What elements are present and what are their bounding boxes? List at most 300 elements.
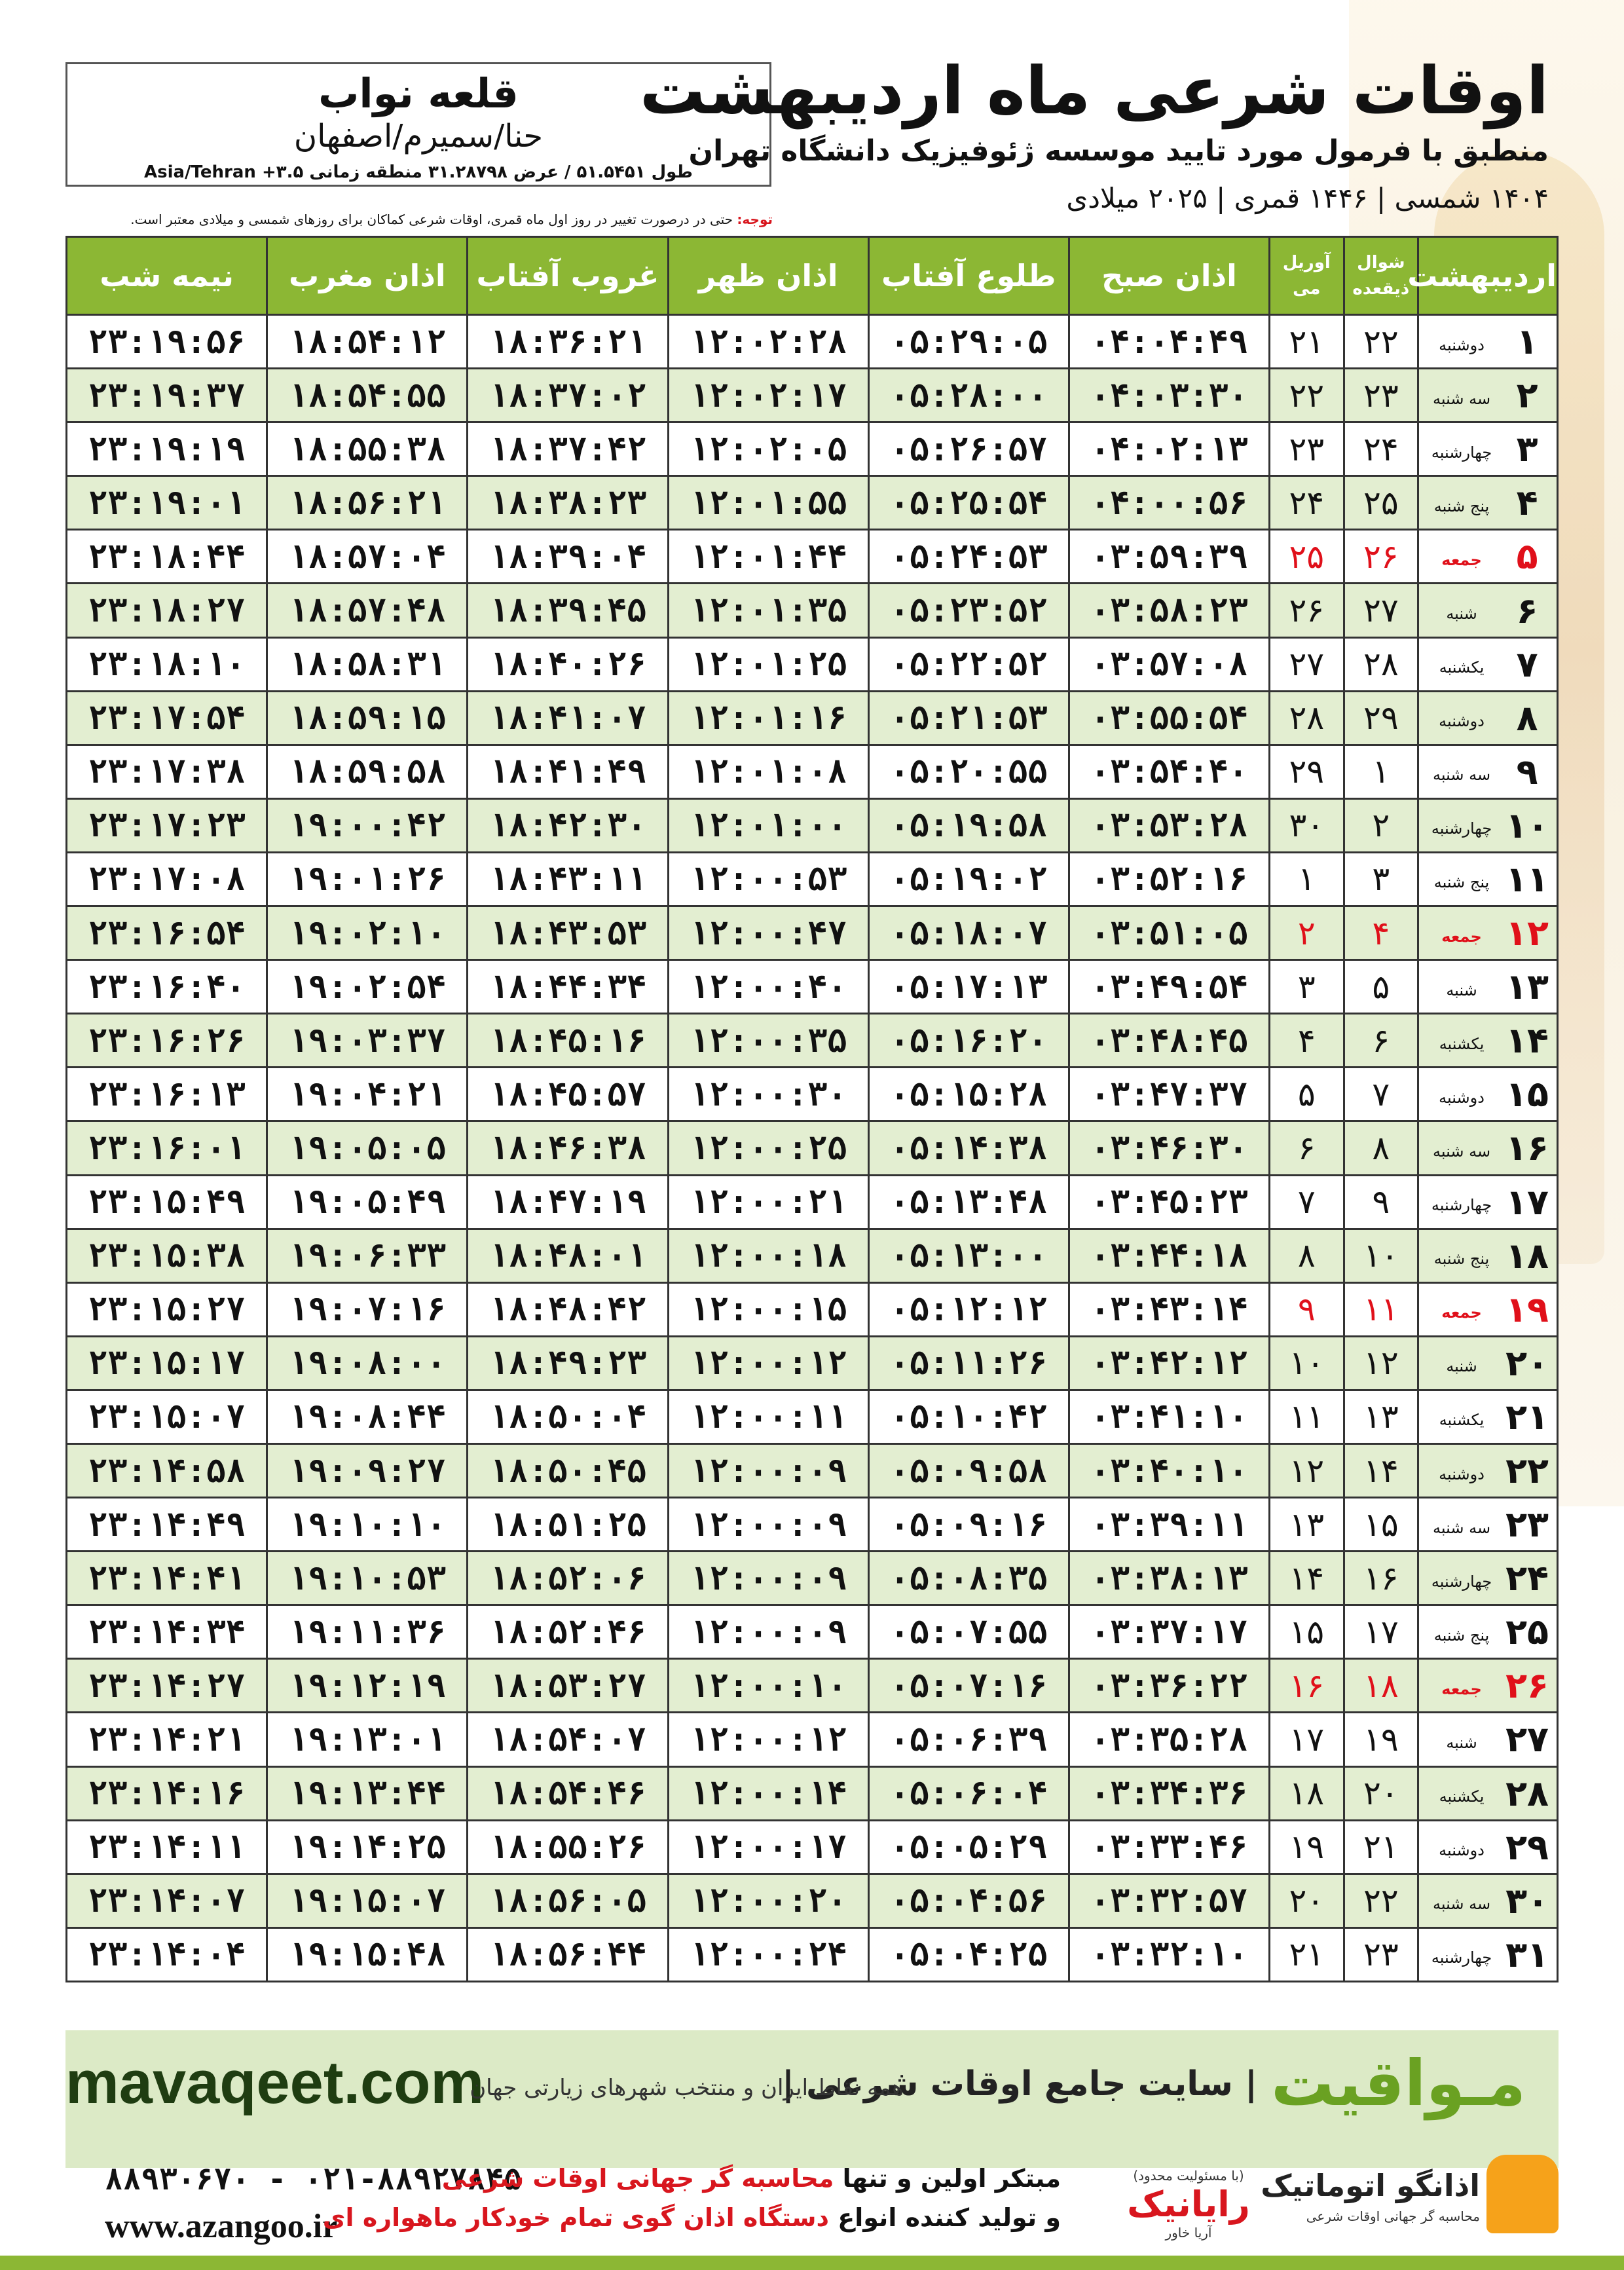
day-number: ۲۳ (1505, 1504, 1549, 1546)
day-cell (1418, 960, 1558, 1014)
miladi-date: ۲۰ (1270, 1874, 1344, 1927)
header-midnight: نیمه شب (67, 237, 267, 315)
maghrib-time: ۱۸:۵۴:۵۵ (267, 369, 468, 422)
day-cell (1418, 476, 1558, 530)
table-row (67, 1336, 1558, 1390)
qamari-date: ۱۹ (1344, 1713, 1418, 1766)
header-qamari-bottom: ذیقعده (1352, 279, 1410, 299)
day-cell (1418, 906, 1558, 960)
midnight-time: ۲۳:۱۷:۵۴ (67, 691, 267, 745)
midnight-time: ۲۳:۱۶:۰۱ (67, 1121, 267, 1175)
qamari-date: ۱۵ (1344, 1498, 1418, 1552)
site-slogan: | سایت جامع اوقات شرعی | (781, 2064, 1257, 2104)
sunrise-time: ۰۵:۲۲:۵۲ (868, 637, 1069, 691)
miladi-date: ۱۹ (1270, 1820, 1344, 1874)
dhuhr-time: ۱۲:۰۰:۴۰ (668, 960, 868, 1014)
day-cell (1418, 530, 1558, 584)
day-cell (1418, 1175, 1558, 1229)
sunrise-time: ۰۵:۰۶:۰۴ (868, 1766, 1069, 1820)
fajr-time: ۰۳:۴۱:۱۰ (1069, 1390, 1269, 1443)
sunset-time: ۱۸:۳۹:۰۴ (468, 530, 668, 584)
day-cell (1418, 798, 1558, 852)
fajr-time: ۰۳:۵۵:۵۴ (1069, 691, 1269, 745)
prayer-times-table-wrapper (65, 236, 1559, 1982)
sunrise-time: ۰۵:۰۷:۵۵ (868, 1605, 1069, 1659)
table-row (67, 1659, 1558, 1713)
fajr-time: ۰۳:۳۸:۱۳ (1069, 1552, 1269, 1605)
azangoo-name: اذانگو اتوماتیک (1261, 2168, 1480, 2203)
day-cell (1418, 1014, 1558, 1068)
table-row (67, 476, 1558, 530)
promo-line-2-text: و تولید کننده انواع (838, 2203, 1061, 2232)
midnight-time: ۲۳:۱۹:۳۷ (67, 369, 267, 422)
fajr-time: ۰۴:۰۴:۴۹ (1069, 315, 1269, 369)
qamari-date: ۲۸ (1344, 637, 1418, 691)
sunrise-time: ۰۵:۱۳:۴۸ (868, 1175, 1069, 1229)
fajr-time: ۰۴:۰۲:۱۳ (1069, 422, 1269, 476)
dhuhr-time: ۱۲:۰۰:۰۹ (668, 1498, 868, 1552)
miladi-date: ۱ (1270, 852, 1344, 906)
maghrib-time: ۱۹:۰۹:۲۷ (267, 1443, 468, 1497)
day-cell (1418, 1390, 1558, 1443)
qamari-date: ۲۹ (1344, 691, 1418, 745)
midnight-time: ۲۳:۱۹:۰۱ (67, 476, 267, 530)
dhuhr-time: ۱۲:۰۰:۳۵ (668, 1014, 868, 1068)
weekday: یکشنبه (1439, 1787, 1485, 1806)
maghrib-time: ۱۸:۵۷:۴۸ (267, 584, 468, 637)
day-number: ۱ (1516, 321, 1538, 363)
weekday: چهارشنبه (1431, 819, 1492, 838)
qamari-date: ۲ (1344, 798, 1418, 852)
sunset-time: ۱۸:۴۵:۵۷ (468, 1068, 668, 1121)
qamari-date: ۵ (1344, 960, 1418, 1014)
miladi-date: ۱۲ (1270, 1443, 1344, 1497)
table-row (67, 1014, 1558, 1068)
header-miladi (1270, 237, 1344, 315)
qamari-date: ۱۶ (1344, 1552, 1418, 1605)
weekday: شنبه (1446, 980, 1477, 999)
miladi-date: ۲۸ (1270, 691, 1344, 745)
sunset-time: ۱۸:۳۹:۴۵ (468, 584, 668, 637)
maghrib-time: ۱۸:۵۶:۲۱ (267, 476, 468, 530)
miladi-date: ۶ (1270, 1121, 1344, 1175)
miladi-date: ۱۷ (1270, 1713, 1344, 1766)
sunset-time: ۱۸:۴۸:۴۲ (468, 1282, 668, 1336)
maghrib-time: ۱۹:۰۲:۱۰ (267, 906, 468, 960)
midnight-time: ۲۳:۱۴:۵۸ (67, 1443, 267, 1497)
header-qamari-top: شوال (1357, 253, 1405, 272)
day-number: ۱۳ (1505, 966, 1549, 1008)
fajr-time: ۰۳:۴۸:۴۵ (1069, 1014, 1269, 1068)
qamari-date: ۲۳ (1344, 369, 1418, 422)
midnight-time: ۲۳:۱۴:۳۴ (67, 1605, 267, 1659)
table-row (67, 1229, 1558, 1282)
sunset-time: ۱۸:۴۵:۱۶ (468, 1014, 668, 1068)
sunset-time: ۱۸:۴۹:۲۳ (468, 1336, 668, 1390)
fajr-time: ۰۳:۳۴:۳۶ (1069, 1766, 1269, 1820)
weekday: دوشنبه (1439, 1088, 1485, 1107)
qamari-date: ۲۲ (1344, 1874, 1418, 1927)
sunset-time: ۱۸:۴۳:۵۳ (468, 906, 668, 960)
fajr-time: ۰۳:۵۱:۰۵ (1069, 906, 1269, 960)
maghrib-time: ۱۸:۵۹:۵۸ (267, 745, 468, 798)
table-header-row (67, 237, 1558, 315)
weekday: شنبه (1446, 1357, 1477, 1376)
sunset-time: ۱۸:۳۷:۰۲ (468, 369, 668, 422)
day-cell (1418, 1498, 1558, 1552)
sunrise-time: ۰۵:۱۳:۰۰ (868, 1229, 1069, 1282)
maghrib-time: ۱۹:۱۵:۰۷ (267, 1874, 468, 1927)
fajr-time: ۰۳:۴۵:۲۳ (1069, 1175, 1269, 1229)
miladi-date: ۵ (1270, 1068, 1344, 1121)
day-cell (1418, 584, 1558, 637)
weekday: چهارشنبه (1431, 443, 1492, 462)
weekday: چهارشنبه (1431, 1948, 1492, 1967)
midnight-time: ۲۳:۱۴:۲۷ (67, 1659, 267, 1713)
sunrise-time: ۰۵:۰۶:۳۹ (868, 1713, 1069, 1766)
header-month: اردیبهشت (1418, 237, 1558, 315)
sunset-time: ۱۸:۵۱:۲۵ (468, 1498, 668, 1552)
midnight-time: ۲۳:۱۸:۲۷ (67, 584, 267, 637)
sunrise-time: ۰۵:۰۵:۲۹ (868, 1820, 1069, 1874)
table-row (67, 798, 1558, 852)
fajr-time: ۰۳:۳۹:۱۱ (1069, 1498, 1269, 1552)
fajr-time: ۰۳:۳۶:۲۲ (1069, 1659, 1269, 1713)
weekday: پنج شنبه (1433, 1626, 1490, 1645)
maghrib-time: ۱۹:۰۴:۲۱ (267, 1068, 468, 1121)
qamari-date: ۱۴ (1344, 1443, 1418, 1497)
day-cell (1418, 1927, 1558, 1981)
page-title: اوقات شرعی ماه اردیبهشت (639, 52, 1549, 129)
sunset-time: ۱۸:۴۳:۱۱ (468, 852, 668, 906)
dhuhr-time: ۱۲:۰۲:۲۸ (668, 315, 868, 369)
sunrise-time: ۰۵:۲۵:۵۴ (868, 476, 1069, 530)
sunset-time: ۱۸:۴۲:۳۰ (468, 798, 668, 852)
day-number: ۲۲ (1505, 1450, 1549, 1492)
miladi-date: ۱۵ (1270, 1605, 1344, 1659)
sunset-time: ۱۸:۵۳:۲۷ (468, 1659, 668, 1713)
note-text: حتی در درصورت تغییر در روز اول ماه قمری، اوقات شرعی کماکان برای روزهای شمسی و میلادی معتبر است. (130, 212, 733, 227)
miladi-date: ۱۴ (1270, 1552, 1344, 1605)
promo-line-2-highlight: دستگاه اذان گوی تمام خودکار ماهواره ای (322, 2203, 830, 2232)
fajr-time: ۰۳:۵۴:۴۰ (1069, 745, 1269, 798)
azangoo-logo-icon (1486, 2155, 1559, 2233)
table-row (67, 691, 1558, 745)
miladi-date: ۲۹ (1270, 745, 1344, 798)
fajr-time: ۰۳:۴۹:۵۴ (1069, 960, 1269, 1014)
note (65, 212, 773, 227)
azangoo-web-link[interactable]: www.azangoo.ir (105, 2208, 338, 2245)
rayanic-sub: آریا خاور (1165, 2225, 1212, 2241)
day-cell (1418, 1659, 1558, 1713)
fajr-time: ۰۳:۳۲:۱۰ (1069, 1927, 1269, 1981)
day-cell (1418, 1068, 1558, 1121)
sunset-time: ۱۸:۵۶:۰۵ (468, 1874, 668, 1927)
qamari-date: ۱ (1344, 745, 1418, 798)
maghrib-time: ۱۹:۱۰:۵۳ (267, 1552, 468, 1605)
day-number: ۲۴ (1505, 1557, 1549, 1599)
sunset-time: ۱۸:۳۷:۴۲ (468, 422, 668, 476)
fajr-time: ۰۳:۳۲:۵۷ (1069, 1874, 1269, 1927)
maghrib-time: ۱۹:۱۴:۲۵ (267, 1820, 468, 1874)
maghrib-time: ۱۸:۵۴:۱۲ (267, 315, 468, 369)
day-number: ۲۶ (1505, 1665, 1549, 1707)
maghrib-time: ۱۹:۱۵:۴۸ (267, 1927, 468, 1981)
sunset-time: ۱۸:۵۰:۴۵ (468, 1443, 668, 1497)
maghrib-time: ۱۹:۰۵:۰۵ (267, 1121, 468, 1175)
weekday: پنج شنبه (1433, 1250, 1490, 1269)
miladi-date: ۴ (1270, 1014, 1344, 1068)
table-row (67, 1443, 1558, 1497)
bottom-bar (0, 2256, 1624, 2270)
midnight-time: ۲۳:۱۴:۱۶ (67, 1766, 267, 1820)
miladi-date: ۲۴ (1270, 476, 1344, 530)
table-row (67, 1605, 1558, 1659)
weekday: سه شنبه (1433, 766, 1491, 785)
fajr-time: ۰۴:۰۰:۵۶ (1069, 476, 1269, 530)
dhuhr-time: ۱۲:۰۰:۳۰ (668, 1068, 868, 1121)
dhuhr-time: ۱۲:۰۱:۰۰ (668, 798, 868, 852)
promo-line-1 (442, 2164, 1061, 2193)
midnight-time: ۲۳:۱۵:۰۷ (67, 1390, 267, 1443)
sunrise-time: ۰۵:۱۲:۱۲ (868, 1282, 1069, 1336)
miladi-date: ۱۸ (1270, 1766, 1344, 1820)
dhuhr-time: ۱۲:۰۰:۱۲ (668, 1713, 868, 1766)
weekday: چهارشنبه (1431, 1196, 1492, 1215)
qamari-date: ۲۲ (1344, 315, 1418, 369)
sunrise-time: ۰۵:۰۹:۱۶ (868, 1498, 1069, 1552)
fajr-time: ۰۳:۴۶:۳۰ (1069, 1121, 1269, 1175)
weekday: دوشنبه (1439, 1464, 1485, 1483)
qamari-date: ۹ (1344, 1175, 1418, 1229)
day-cell (1418, 745, 1558, 798)
midnight-time: ۲۳:۱۴:۴۱ (67, 1552, 267, 1605)
sunset-time: ۱۸:۵۴:۴۶ (468, 1766, 668, 1820)
sunset-time: ۱۸:۵۰:۰۴ (468, 1390, 668, 1443)
midnight-time: ۲۳:۱۴:۰۷ (67, 1874, 267, 1927)
weekday: سه شنبه (1433, 389, 1491, 408)
table-row (67, 584, 1558, 637)
sunset-time: ۱۸:۵۲:۰۶ (468, 1552, 668, 1605)
page-subtitle: منطبق با فرمول مورد تایید موسسه ژئوفیزیک دانشگاه تهران (688, 134, 1549, 168)
dhuhr-time: ۱۲:۰۲:۰۵ (668, 422, 868, 476)
qamari-date: ۳ (1344, 852, 1418, 906)
miladi-date: ۲۶ (1270, 584, 1344, 637)
day-number: ۱۷ (1505, 1181, 1549, 1223)
qamari-date: ۱۸ (1344, 1659, 1418, 1713)
weekday: سه شنبه (1433, 1518, 1491, 1537)
miladi-date: ۲۱ (1270, 1927, 1344, 1981)
miladi-date: ۲۷ (1270, 637, 1344, 691)
weekday: جمعه (1441, 1303, 1482, 1322)
dhuhr-time: ۱۲:۰۱:۲۵ (668, 637, 868, 691)
table-row (67, 422, 1558, 476)
table-row (67, 315, 1558, 369)
dhuhr-time: ۱۲:۰۱:۵۵ (668, 476, 868, 530)
fajr-time: ۰۳:۴۳:۱۴ (1069, 1282, 1269, 1336)
table-row (67, 1820, 1558, 1874)
rayanic-logo (1113, 2168, 1264, 2240)
midnight-time: ۲۳:۱۸:۱۰ (67, 637, 267, 691)
table-row (67, 369, 1558, 422)
sunset-time: ۱۸:۴۴:۳۴ (468, 960, 668, 1014)
miladi-date: ۱۳ (1270, 1498, 1344, 1552)
day-number: ۲۸ (1505, 1772, 1549, 1814)
midnight-time: ۲۳:۱۸:۴۴ (67, 530, 267, 584)
day-number: ۱۶ (1505, 1127, 1549, 1169)
table-row (67, 1390, 1558, 1443)
miladi-date: ۷ (1270, 1175, 1344, 1229)
sunset-time: ۱۸:۴۰:۲۶ (468, 637, 668, 691)
miladi-date: ۲۳ (1270, 422, 1344, 476)
day-number: ۴ (1516, 482, 1538, 524)
weekday: دوشنبه (1439, 712, 1485, 731)
weekday: جمعه (1441, 1679, 1482, 1698)
sunrise-time: ۰۵:۰۹:۵۸ (868, 1443, 1069, 1497)
qamari-date: ۴ (1344, 906, 1418, 960)
sunrise-time: ۰۵:۱۷:۱۳ (868, 960, 1069, 1014)
dhuhr-time: ۱۲:۰۰:۴۷ (668, 906, 868, 960)
maghrib-time: ۱۹:۰۸:۰۰ (267, 1336, 468, 1390)
header-fajr: اذان صبح (1069, 237, 1269, 315)
midnight-time: ۲۳:۱۴:۰۴ (67, 1927, 267, 1981)
sunrise-time: ۰۵:۱۴:۳۸ (868, 1121, 1069, 1175)
midnight-time: ۲۳:۱۵:۳۸ (67, 1229, 267, 1282)
table-row (67, 1121, 1558, 1175)
qamari-date: ۶ (1344, 1014, 1418, 1068)
weekday: یکشنبه (1439, 1034, 1485, 1053)
dhuhr-time: ۱۲:۰۲:۱۷ (668, 369, 868, 422)
miladi-date: ۲ (1270, 906, 1344, 960)
table-row (67, 1766, 1558, 1820)
weekday: شنبه (1446, 605, 1477, 623)
dhuhr-time: ۱۲:۰۰:۵۳ (668, 852, 868, 906)
day-number: ۱۴ (1505, 1020, 1549, 1062)
weekday: دوشنبه (1439, 1841, 1485, 1860)
dhuhr-time: ۱۲:۰۰:۱۰ (668, 1659, 868, 1713)
sunrise-time: ۰۵:۲۶:۵۷ (868, 422, 1069, 476)
sunset-time: ۱۸:۳۸:۲۳ (468, 476, 668, 530)
qamari-date: ۱۷ (1344, 1605, 1418, 1659)
midnight-time: ۲۳:۱۴:۲۱ (67, 1713, 267, 1766)
day-number: ۳ (1516, 428, 1538, 470)
sunset-time: ۱۸:۴۱:۴۹ (468, 745, 668, 798)
table-row (67, 852, 1558, 906)
maghrib-time: ۱۹:۰۶:۳۳ (267, 1229, 468, 1282)
day-cell (1418, 1820, 1558, 1874)
sunrise-time: ۰۵:۲۰:۵۵ (868, 745, 1069, 798)
dhuhr-time: ۱۲:۰۱:۰۸ (668, 745, 868, 798)
qamari-date: ۲۰ (1344, 1766, 1418, 1820)
day-number: ۱۰ (1505, 804, 1549, 846)
miladi-date: ۲۱ (1270, 315, 1344, 369)
day-number: ۶ (1516, 589, 1538, 631)
miladi-date: ۸ (1270, 1229, 1344, 1282)
midnight-time: ۲۳:۱۹:۵۶ (67, 315, 267, 369)
day-number: ۱۹ (1505, 1288, 1549, 1330)
miladi-date: ۲۲ (1270, 369, 1344, 422)
dhuhr-time: ۱۲:۰۱:۴۴ (668, 530, 868, 584)
day-number: ۲۵ (1505, 1611, 1549, 1653)
sunrise-time: ۰۵:۱۰:۴۲ (868, 1390, 1069, 1443)
qamari-date: ۱۰ (1344, 1229, 1418, 1282)
day-cell (1418, 315, 1558, 369)
maghrib-time: ۱۹:۱۳:۴۴ (267, 1766, 468, 1820)
qamari-date: ۸ (1344, 1121, 1418, 1175)
azangoo-tag: محاسبه گر جهانی اوقات شرعی (1306, 2208, 1480, 2224)
table-row (67, 530, 1558, 584)
note-label: توجه: (737, 212, 773, 227)
weekday: یکشنبه (1439, 1411, 1485, 1430)
day-number: ۱۸ (1505, 1235, 1549, 1276)
dhuhr-time: ۱۲:۰۰:۰۹ (668, 1605, 868, 1659)
maghrib-time: ۱۸:۵۸:۳۱ (267, 637, 468, 691)
qamari-date: ۲۷ (1344, 584, 1418, 637)
qamari-date: ۲۶ (1344, 530, 1418, 584)
midnight-time: ۲۳:۱۹:۱۹ (67, 422, 267, 476)
sunrise-time: ۰۵:۰۴:۵۶ (868, 1874, 1069, 1927)
maghrib-time: ۱۹:۰۸:۴۴ (267, 1390, 468, 1443)
table-row (67, 906, 1558, 960)
weekday: سه شنبه (1433, 1895, 1491, 1914)
dhuhr-time: ۱۲:۰۰:۱۲ (668, 1336, 868, 1390)
day-number: ۷ (1516, 643, 1538, 685)
dhuhr-time: ۱۲:۰۰:۲۴ (668, 1927, 868, 1981)
midnight-time: ۲۳:۱۶:۴۰ (67, 960, 267, 1014)
rayanic-name: رایانیک (1127, 2184, 1250, 2225)
day-number: ۲۹ (1505, 1826, 1549, 1868)
day-cell (1418, 1282, 1558, 1336)
miladi-date: ۹ (1270, 1282, 1344, 1336)
promo-line-1-highlight: محاسبه گر جهانی اوقات شرعی (441, 2164, 834, 2193)
header-sunrise: طلوع آفتاب (868, 237, 1069, 315)
site-url-link[interactable]: mavaqeet.com (65, 2049, 485, 2116)
day-number: ۲۰ (1505, 1342, 1549, 1384)
day-number: ۲۱ (1505, 1396, 1549, 1438)
qamari-date: ۲۱ (1344, 1820, 1418, 1874)
sunrise-time: ۰۵:۱۱:۲۶ (868, 1336, 1069, 1390)
sunrise-time: ۰۵:۲۳:۵۲ (868, 584, 1069, 637)
maghrib-time: ۱۹:۰۲:۵۴ (267, 960, 468, 1014)
miladi-date: ۳ (1270, 960, 1344, 1014)
midnight-time: ۲۳:۱۵:۴۹ (67, 1175, 267, 1229)
sunrise-time: ۰۵:۱۹:۰۲ (868, 852, 1069, 906)
dhuhr-time: ۱۲:۰۰:۱۸ (668, 1229, 868, 1282)
maghrib-time: ۱۹:۰۰:۴۲ (267, 798, 468, 852)
day-cell (1418, 1605, 1558, 1659)
dhuhr-time: ۱۲:۰۰:۲۱ (668, 1175, 868, 1229)
prayer-times-table (65, 236, 1559, 1982)
table-row (67, 1552, 1558, 1605)
sunrise-time: ۰۵:۰۷:۱۶ (868, 1659, 1069, 1713)
table-row (67, 1282, 1558, 1336)
fajr-time: ۰۴:۰۳:۳۰ (1069, 369, 1269, 422)
dhuhr-time: ۱۲:۰۱:۱۶ (668, 691, 868, 745)
weekday: جمعه (1441, 927, 1482, 946)
miladi-date: ۱۰ (1270, 1336, 1344, 1390)
miladi-date: ۲۵ (1270, 530, 1344, 584)
sunrise-time: ۰۵:۲۹:۰۵ (868, 315, 1069, 369)
sunrise-time: ۰۵:۲۸:۰۰ (868, 369, 1069, 422)
maghrib-time: ۱۹:۰۷:۱۶ (267, 1282, 468, 1336)
table-row (67, 960, 1558, 1014)
day-cell (1418, 1443, 1558, 1497)
maghrib-time: ۱۹:۱۰:۱۰ (267, 1498, 468, 1552)
header-miladi-top: آوریل (1282, 253, 1331, 272)
day-number: ۲ (1516, 375, 1538, 417)
sunset-time: ۱۸:۵۶:۴۴ (468, 1927, 668, 1981)
maghrib-time: ۱۹:۱۳:۰۱ (267, 1713, 468, 1766)
